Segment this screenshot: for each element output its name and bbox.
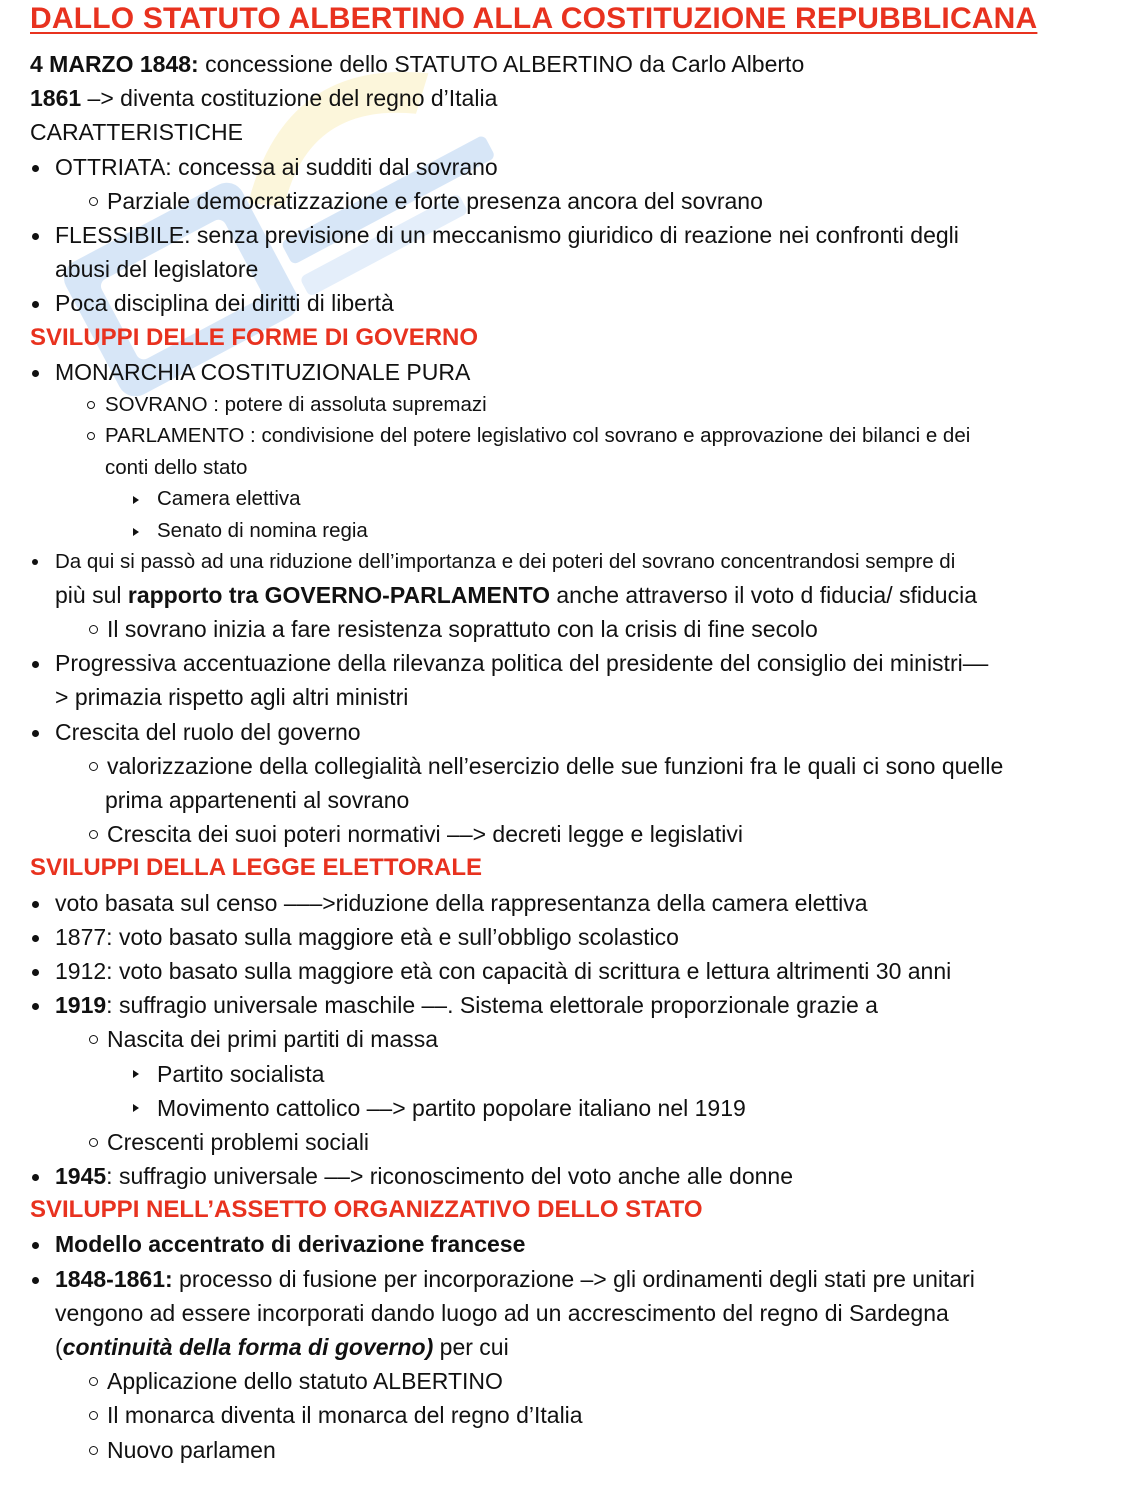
list-item: 1877: voto basato sulla maggiore età e sull’obbligo scolastico [30, 920, 1130, 954]
list-item: 1919: suffragio universale maschile ––. Sistema elettorale proporzionale grazie a [30, 988, 1130, 1022]
list-item: Progressiva accentuazione della rilevanza politica del presidente del consiglio dei ministri–– [30, 646, 1130, 680]
list-item: Il monarca diventa il monarca del regno d’Italia [30, 1398, 1130, 1432]
list-item: Movimento cattolico ––> partito popolare italiano nel 1919 [30, 1091, 1130, 1125]
list-item-continuation: prima appartenenti al sovrano [105, 787, 410, 813]
intro-date-line: 4 MARZO 1848: concessione dello STATUTO ALBERTINO da Carlo Alberto [30, 51, 805, 77]
document-body [30, 47, 1130, 1467]
list-item-continuation: (continuità della forma di governo) per cui [55, 1334, 509, 1360]
list-item: Crescita dei suoi poteri normativi ––> decreti legge e legislativi [30, 817, 1130, 851]
characteristics-label: CARATTERISTICHE [30, 119, 243, 146]
list-item-continuation: vengono ad essere incorporati dando luogo ad un accrescimento del regno di Sardegna [55, 1299, 949, 1326]
list-item: Crescenti problemi sociali [30, 1125, 1130, 1159]
page-title: DALLO STATUTO ALBERTINO ALLA COSTITUZIONE REPUBBLICANA [30, 2, 1038, 35]
list-item: 1848-1861: processo di fusione per incorporazione –> gli ordinamenti degli stati pre unitari [30, 1262, 1130, 1296]
list-item: Camera elettiva [30, 483, 1130, 515]
section-heading-legge-elettorale: SVILUPPI DELLA LEGGE ELETTORALE [30, 854, 483, 882]
list-item: Parziale democratizzazione e forte presenza ancora del sovrano [30, 184, 1130, 218]
list-item: OTTRIATA: concessa ai sudditi dal sovrano [30, 150, 1130, 184]
list-item: Applicazione dello statuto ALBERTINO [30, 1364, 1130, 1398]
list-item: Crescita del ruolo del governo [30, 715, 1130, 749]
list-item-continuation: abusi del legislatore [55, 256, 259, 283]
list-item: Da qui si passò ad una riduzione dell’importanza e dei poteri del sovrano concentrandosi sempre di [30, 546, 1130, 578]
list-item: FLESSIBILE: senza previsione di un meccanismo giuridico di reazione nei confronti degli [30, 218, 1130, 252]
list-item: Poca disciplina dei diritti di libertà [30, 286, 1130, 320]
list-item: PARLAMENTO : condivisione del potere legislativo col sovrano e approvazione dei bilanci e dei [30, 420, 1130, 452]
list-item-continuation: > primazia rispetto agli altri ministri [55, 684, 409, 711]
list-item: Modello accentrato di derivazione francese [30, 1227, 1130, 1261]
list-item: valorizzazione della collegialità nell’esercizio delle sue funzioni fra le quali ci sono quelle [30, 749, 1130, 783]
list-item: SOVRANO : potere di assoluta supremazi [30, 389, 1130, 421]
list-item: Nuovo parlamen [30, 1433, 1130, 1467]
section-heading-forme-governo: SVILUPPI DELLE FORME DI GOVERNO [30, 323, 479, 351]
list-item-continuation: più sul rapporto tra GOVERNO-PARLAMENTO anche attraverso il voto d fiducia/ sfiducia [55, 581, 977, 608]
intro-1861-line: 1861 –> diventa costituzione del regno d’Italia [30, 85, 498, 112]
list-item: 1945: suffragio universale ––> riconoscimento del voto anche alle donne [30, 1159, 1130, 1193]
section-heading-assetto-organizzativo: SVILUPPI NELL’ASSETTO ORGANIZZATIVO DELLO STATO [30, 1196, 703, 1224]
list-item: voto basata sul censo –––>riduzione della rappresentanza della camera elettiva [30, 886, 1130, 920]
list-item: Nascita dei primi partiti di massa [30, 1022, 1130, 1056]
list-item-continuation: conti dello stato [105, 455, 248, 479]
list-item: Il sovrano inizia a fare resistenza soprattuto con la crisis di fine secolo [30, 612, 1130, 646]
list-item: 1912: voto basato sulla maggiore età con capacità di scrittura e lettura altrimenti 30 anni [30, 954, 1130, 988]
list-item: MONARCHIA COSTITUZIONALE PURA [30, 355, 1130, 389]
list-item: Senato di nomina regia [30, 515, 1130, 547]
list-item: Partito socialista [30, 1057, 1130, 1091]
